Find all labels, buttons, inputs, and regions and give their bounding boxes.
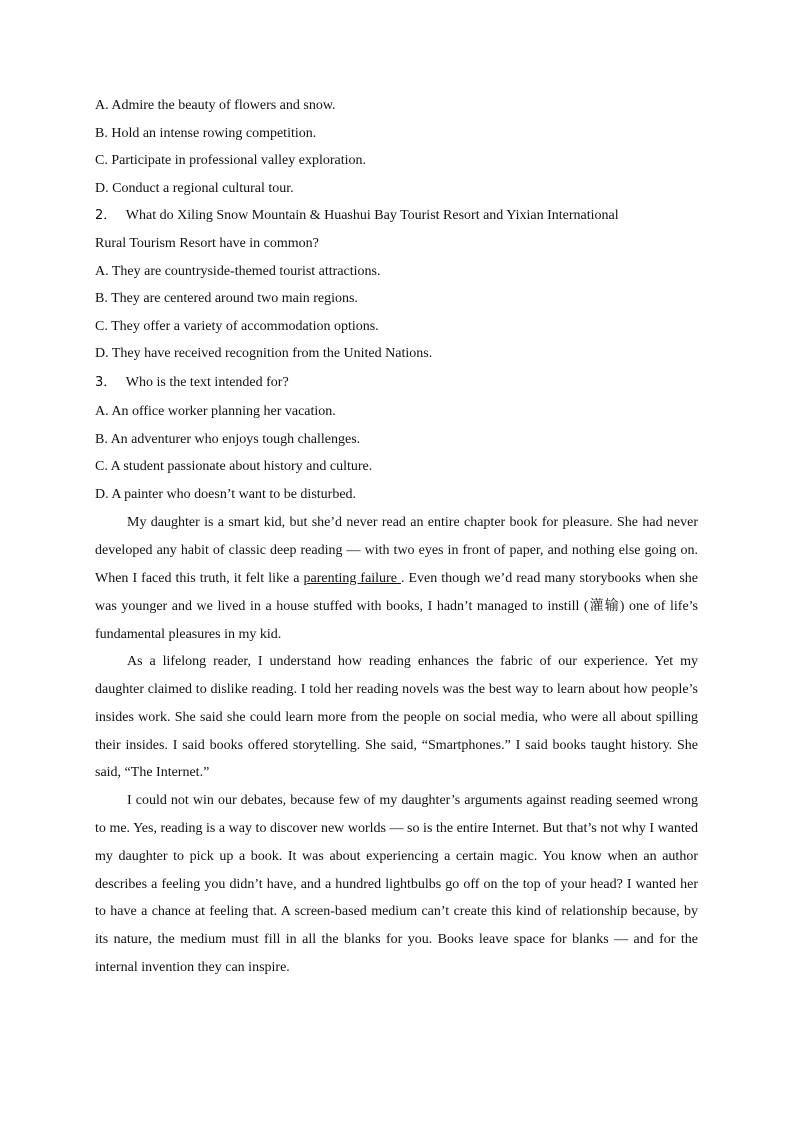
option-2d: D. They have received recognition from the United Nations. (95, 346, 433, 362)
question-2 (95, 202, 698, 368)
paragraph-1-text-end: . Even though we’d read many storybooks when she was younger and we lived in a house stuffed with books, I hadn’t managed to instill (灌输) one of life’s fundamental pleasures in my kid. (95, 570, 698, 642)
passage-paragraph-1 (95, 509, 698, 648)
option-3c: C. A student passionate about history and culture. (95, 459, 373, 475)
option-1b: B. Hold an intense rowing competition. (95, 125, 317, 141)
option-1c: C. Participate in professional valley exploration. (95, 153, 366, 169)
option-1d: D. Conduct a regional cultural tour. (95, 180, 294, 196)
question-3 (95, 368, 698, 508)
option-3a: A. An office worker planning her vacation. (95, 403, 336, 419)
question-1-options (95, 92, 698, 202)
option-2b: B. They are centered around two main regions. (95, 291, 358, 307)
reading-passage (95, 509, 698, 982)
document-page (95, 92, 698, 982)
option-2c: C. They offer a variety of accommodation options. (95, 318, 379, 334)
question-3-stem-text: Who is the text intended for? (125, 374, 289, 390)
question-2-stem-line2: Rural Tourism Resort have in common? (95, 235, 319, 251)
option-3b: B. An adventurer who enjoys tough challenges. (95, 431, 361, 447)
question-3-number: 3． (95, 374, 117, 390)
passage-paragraph-3: I could not win our debates, because few of my daughter’s arguments against reading seemed wrong to me. Yes, reading is a way to discover new worlds — so is the entire Internet. But that’s not why I wanted my daughter to pick up a book. It was about experiencing a certain magic. You know when an author describes a feeling you didn’t have, and a hundred lightbulbs go off on the top of your head? I wanted her to have a chance at feeling that. A screen-based medium can’t create this kind of relationship because, by its nature, the medium must fill in all the blanks for you. Books leave space for blanks — and for the internal invention they can inspire. (95, 793, 698, 976)
question-2-stem-line1: What do Xiling Snow Mountain & Huashui Bay Tourist Resort and Yixian International (125, 208, 619, 224)
option-1a: A. Admire the beauty of flowers and snow. (95, 98, 336, 113)
question-2-stem (95, 202, 698, 230)
option-2a: A. They are countryside-themed tourist attractions. (95, 263, 381, 279)
option-3d: D. A painter who doesn’t want to be disturbed. (95, 486, 357, 502)
paragraph-1-text-start: My daughter is a smart kid, but she’d never read an entire chapter book for pleasure. She had never developed any habit of classic deep reading — with two eyes in front of paper, and nothing else going on. When I faced this truth, it felt like a (95, 515, 698, 586)
passage-paragraph-2: As a lifelong reader, I understand how reading enhances the fabric of our experience. Yet my daughter claimed to dislike reading. I told her reading novels was the best way to learn about how people’s insides work. She said she could learn more from the people on social media, who were all about spilling their insides. I said books offered storytelling. She said, “Smartphones.” I said books taught history. She said, “The Internet.” (95, 654, 698, 781)
question-2-number: 2． (95, 208, 117, 224)
underlined-phrase: parenting failure (303, 570, 401, 586)
question-3-stem (95, 368, 698, 398)
